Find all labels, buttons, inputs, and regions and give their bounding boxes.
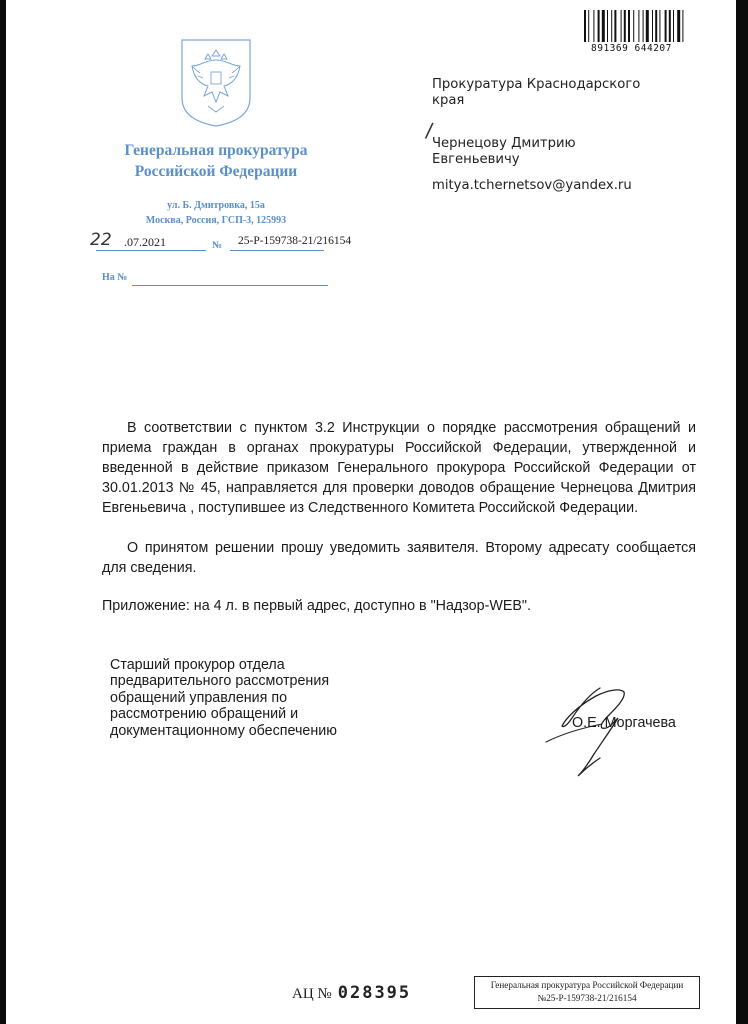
barcode-bar [655,10,657,42]
serial-number [292,983,411,1003]
barcode-bar [611,10,612,42]
barcode-bar [614,10,616,42]
signatory-name: О.Е. Моргачева [572,715,676,731]
barcode-bar [621,10,622,42]
recipient2-line2: Евгеньевичу [432,152,520,167]
handwritten-signature [542,684,652,780]
barcode-bar [638,10,639,42]
serial-value: 028395 [337,983,412,1003]
attachment-line: Приложение: на 4 л. в первый адрес, доступно в "Надзор-WEB". [102,598,531,614]
number-sign: № [212,240,223,251]
signatory-title-line2: предварительного рассмотрения [110,673,330,690]
serial-label: АЦ № [292,986,332,1002]
sender-address [116,198,316,228]
handwritten-day: 22 [90,230,112,250]
barcode-bar [673,10,674,42]
sender-organization-line2: Российской Федерации [134,163,298,180]
signatory-title-line5: документационному обеспечению [110,722,337,739]
barcode-bar [677,10,680,42]
barcode-bar [669,10,671,42]
recipient1-line1: Прокуратура Краснодарского [432,77,641,92]
sender-organization-line1: Генеральная прокуратура [124,142,308,159]
barcode-bar [588,10,589,42]
date-value: .07.2021 [124,235,166,249]
body-paragraph-2: О принятом решении прошу уведомить заявителя. Второму адресату сообщается для сведения. [102,540,696,576]
barcode-bar [624,10,626,42]
signatory-title-line1: Старший прокурор отдела [110,657,285,673]
barcode-bar [584,10,586,42]
coat-of-arms-icon [178,36,254,128]
signatory-title-line4: рассмотрению обращений и [110,706,299,723]
date-number-line [90,230,390,256]
body-paragraph-1: В соответствии с пунктом 3.2 Инструкции о порядке рассмотрения обращений и приема граждан в органах прокуратуры Российской Федерации, утвержденной и введенной в действие приказом Генерального прокурора Российской Федерации от 30.01.2013 № 45, направляется для проверки доводов обращение Чернецова Дмитрия Евгеньевича , поступившее из Следственного Комитета Российской Федерации. [102,420,696,516]
stamp-line2: №25-Р-159738-21/216154 [537,993,637,1003]
recipient-prosecutor-office [432,77,672,109]
barcode-bar [643,10,644,42]
barcode-bar [607,10,608,42]
sender-address-line1: ул. Б. Дмитровка, 15а [167,200,265,211]
barcode-bar [682,10,683,42]
reply-to-underline [132,285,328,286]
stamp-line1: Генеральная прокуратура Российской Федерации [490,980,684,990]
sender-organization [86,140,346,182]
recipient-email: mitya.tchernetsov@yandex.ru [432,178,632,193]
sender-address-line2: Москва, Россия, ГСП-3, 125993 [145,215,287,226]
recipient2-line1: Чернецову Дмитрию [432,136,576,151]
registration-stamp [474,976,700,1009]
signatory-title-line3: обращений управления по [110,689,288,706]
barcode-number: 891369 644207 [591,43,672,54]
barcode-bar [652,10,653,42]
recipient-person [432,136,672,168]
barcode-bar [665,10,667,42]
barcode-bar [593,10,594,42]
handwritten-mark: / [424,117,435,143]
barcode-bar [602,10,605,42]
outgoing-number: 25-Р-159738-21/216154 [238,235,352,247]
barcode-bar [659,10,660,42]
reply-to-label: На № [102,272,128,283]
barcode-bar [646,10,649,42]
recipient1-line2: края [432,93,465,108]
barcode-bar [633,10,634,42]
barcode-bar [598,10,600,42]
date-underline [96,250,206,251]
number-underline [230,250,324,251]
signatory-title [110,657,390,739]
letter-page [6,0,736,1024]
barcode-bar [628,10,630,42]
